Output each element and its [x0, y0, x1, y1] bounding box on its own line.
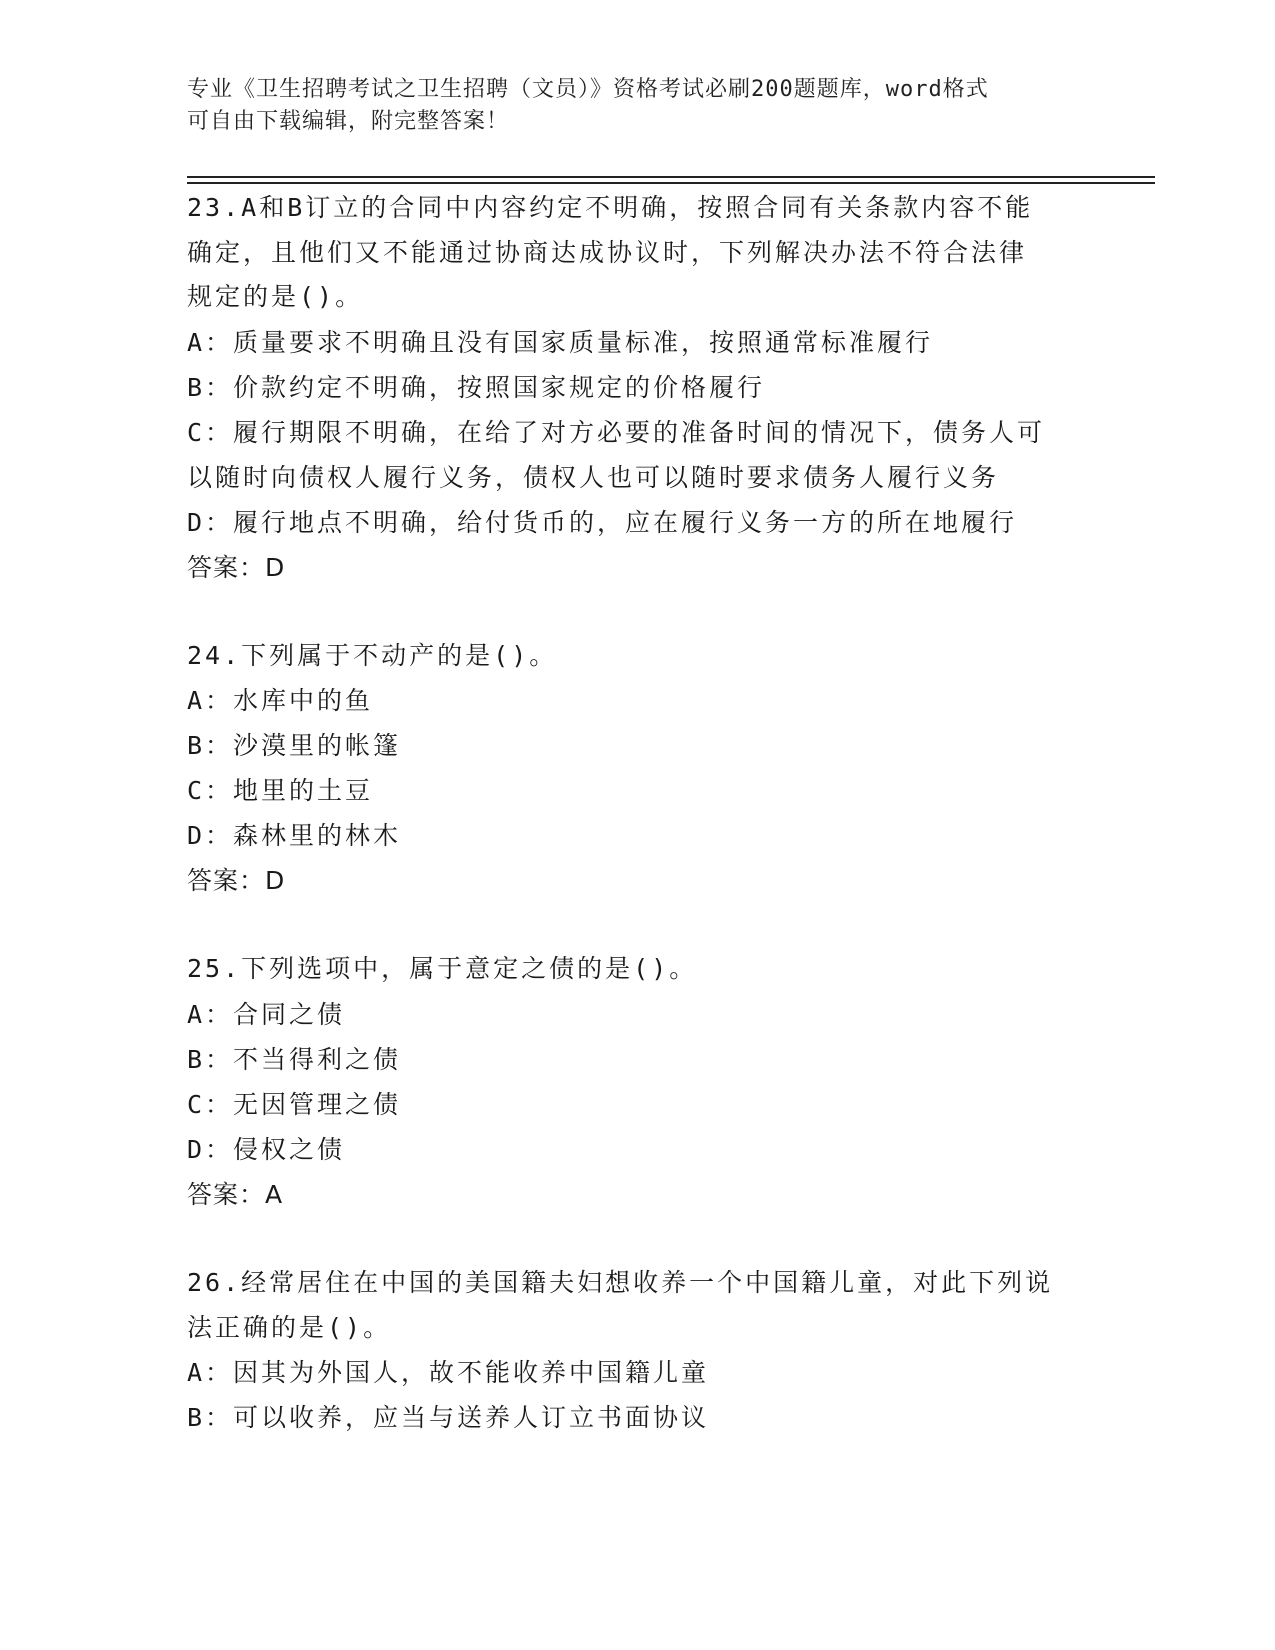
header-line-2: 可自由下载编辑，附完整答案！ — [187, 109, 510, 134]
option-c — [187, 410, 1087, 500]
option-b: B：可以收养，应当与送养人订立书面协议 — [187, 1403, 710, 1433]
question-line: 25.下列选项中，属于意定之债的是()。 — [187, 954, 698, 984]
spacer — [187, 591, 1087, 634]
option-line: C：履行期限不明确，在给了对方必要的准备时间的情况下，债务人可 — [187, 417, 1046, 447]
question-line: 规定的是()。 — [187, 282, 364, 312]
option-b: B：沙漠里的帐篷 — [187, 731, 402, 761]
question-line: 26.经常居住在中国的美国籍夫妇想收养一个中国籍儿童，对此下列说 — [187, 1267, 1054, 1297]
answer-label: 答案：D — [187, 552, 286, 582]
question-line: 法正确的是()。 — [187, 1312, 392, 1342]
option-a: A：因其为外国人，故不能收养中国籍儿童 — [187, 1358, 710, 1388]
question-text — [187, 186, 1087, 320]
option-d: D：森林里的林木 — [187, 821, 402, 851]
question-line: 24.下列属于不动产的是()。 — [187, 640, 558, 670]
question-25 — [187, 947, 1087, 1218]
spacer — [187, 904, 1087, 947]
question-line: 确定，且他们又不能通过协商达成协议时，下列解决办法不符合法律 — [187, 237, 1028, 267]
option-a: A：质量要求不明确且没有国家质量标准，按照通常标准履行 — [187, 327, 934, 357]
question-text — [187, 634, 1087, 679]
question-text — [187, 947, 1087, 992]
question-text — [187, 1261, 1087, 1350]
option-b: B：价款约定不明确，按照国家规定的价格履行 — [187, 372, 766, 402]
option-b: B：不当得利之债 — [187, 1044, 402, 1074]
option-c: C：地里的土豆 — [187, 776, 374, 806]
question-list — [187, 186, 1087, 1440]
header-divider-bottom — [187, 182, 1155, 184]
question-line: 23.A和B订立的合同中内容约定不明确，按照合同有关条款内容不能 — [187, 193, 1034, 222]
question-24 — [187, 634, 1087, 905]
answer-label: 答案：D — [187, 866, 286, 896]
spacer — [187, 1218, 1087, 1261]
header-line-1: 专业《卫生招聘考试之卫生招聘（文员）》资格考试必刷200题题库，word格式 — [187, 77, 989, 102]
question-26 — [187, 1261, 1087, 1440]
option-c: C：无因管理之债 — [187, 1089, 402, 1119]
option-a: A：水库中的鱼 — [187, 686, 374, 716]
document-header — [187, 74, 1067, 138]
question-23 — [187, 186, 1087, 591]
header-divider-top — [187, 176, 1155, 178]
option-d: D：侵权之债 — [187, 1134, 346, 1164]
option-a: A：合同之债 — [187, 999, 346, 1029]
answer-label: 答案：A — [187, 1179, 284, 1209]
option-line: 以随时向债权人履行义务，债权人也可以随时要求债务人履行义务 — [187, 462, 1000, 492]
option-d: D：履行地点不明确，给付货币的，应在履行义务一方的所在地履行 — [187, 507, 1018, 537]
